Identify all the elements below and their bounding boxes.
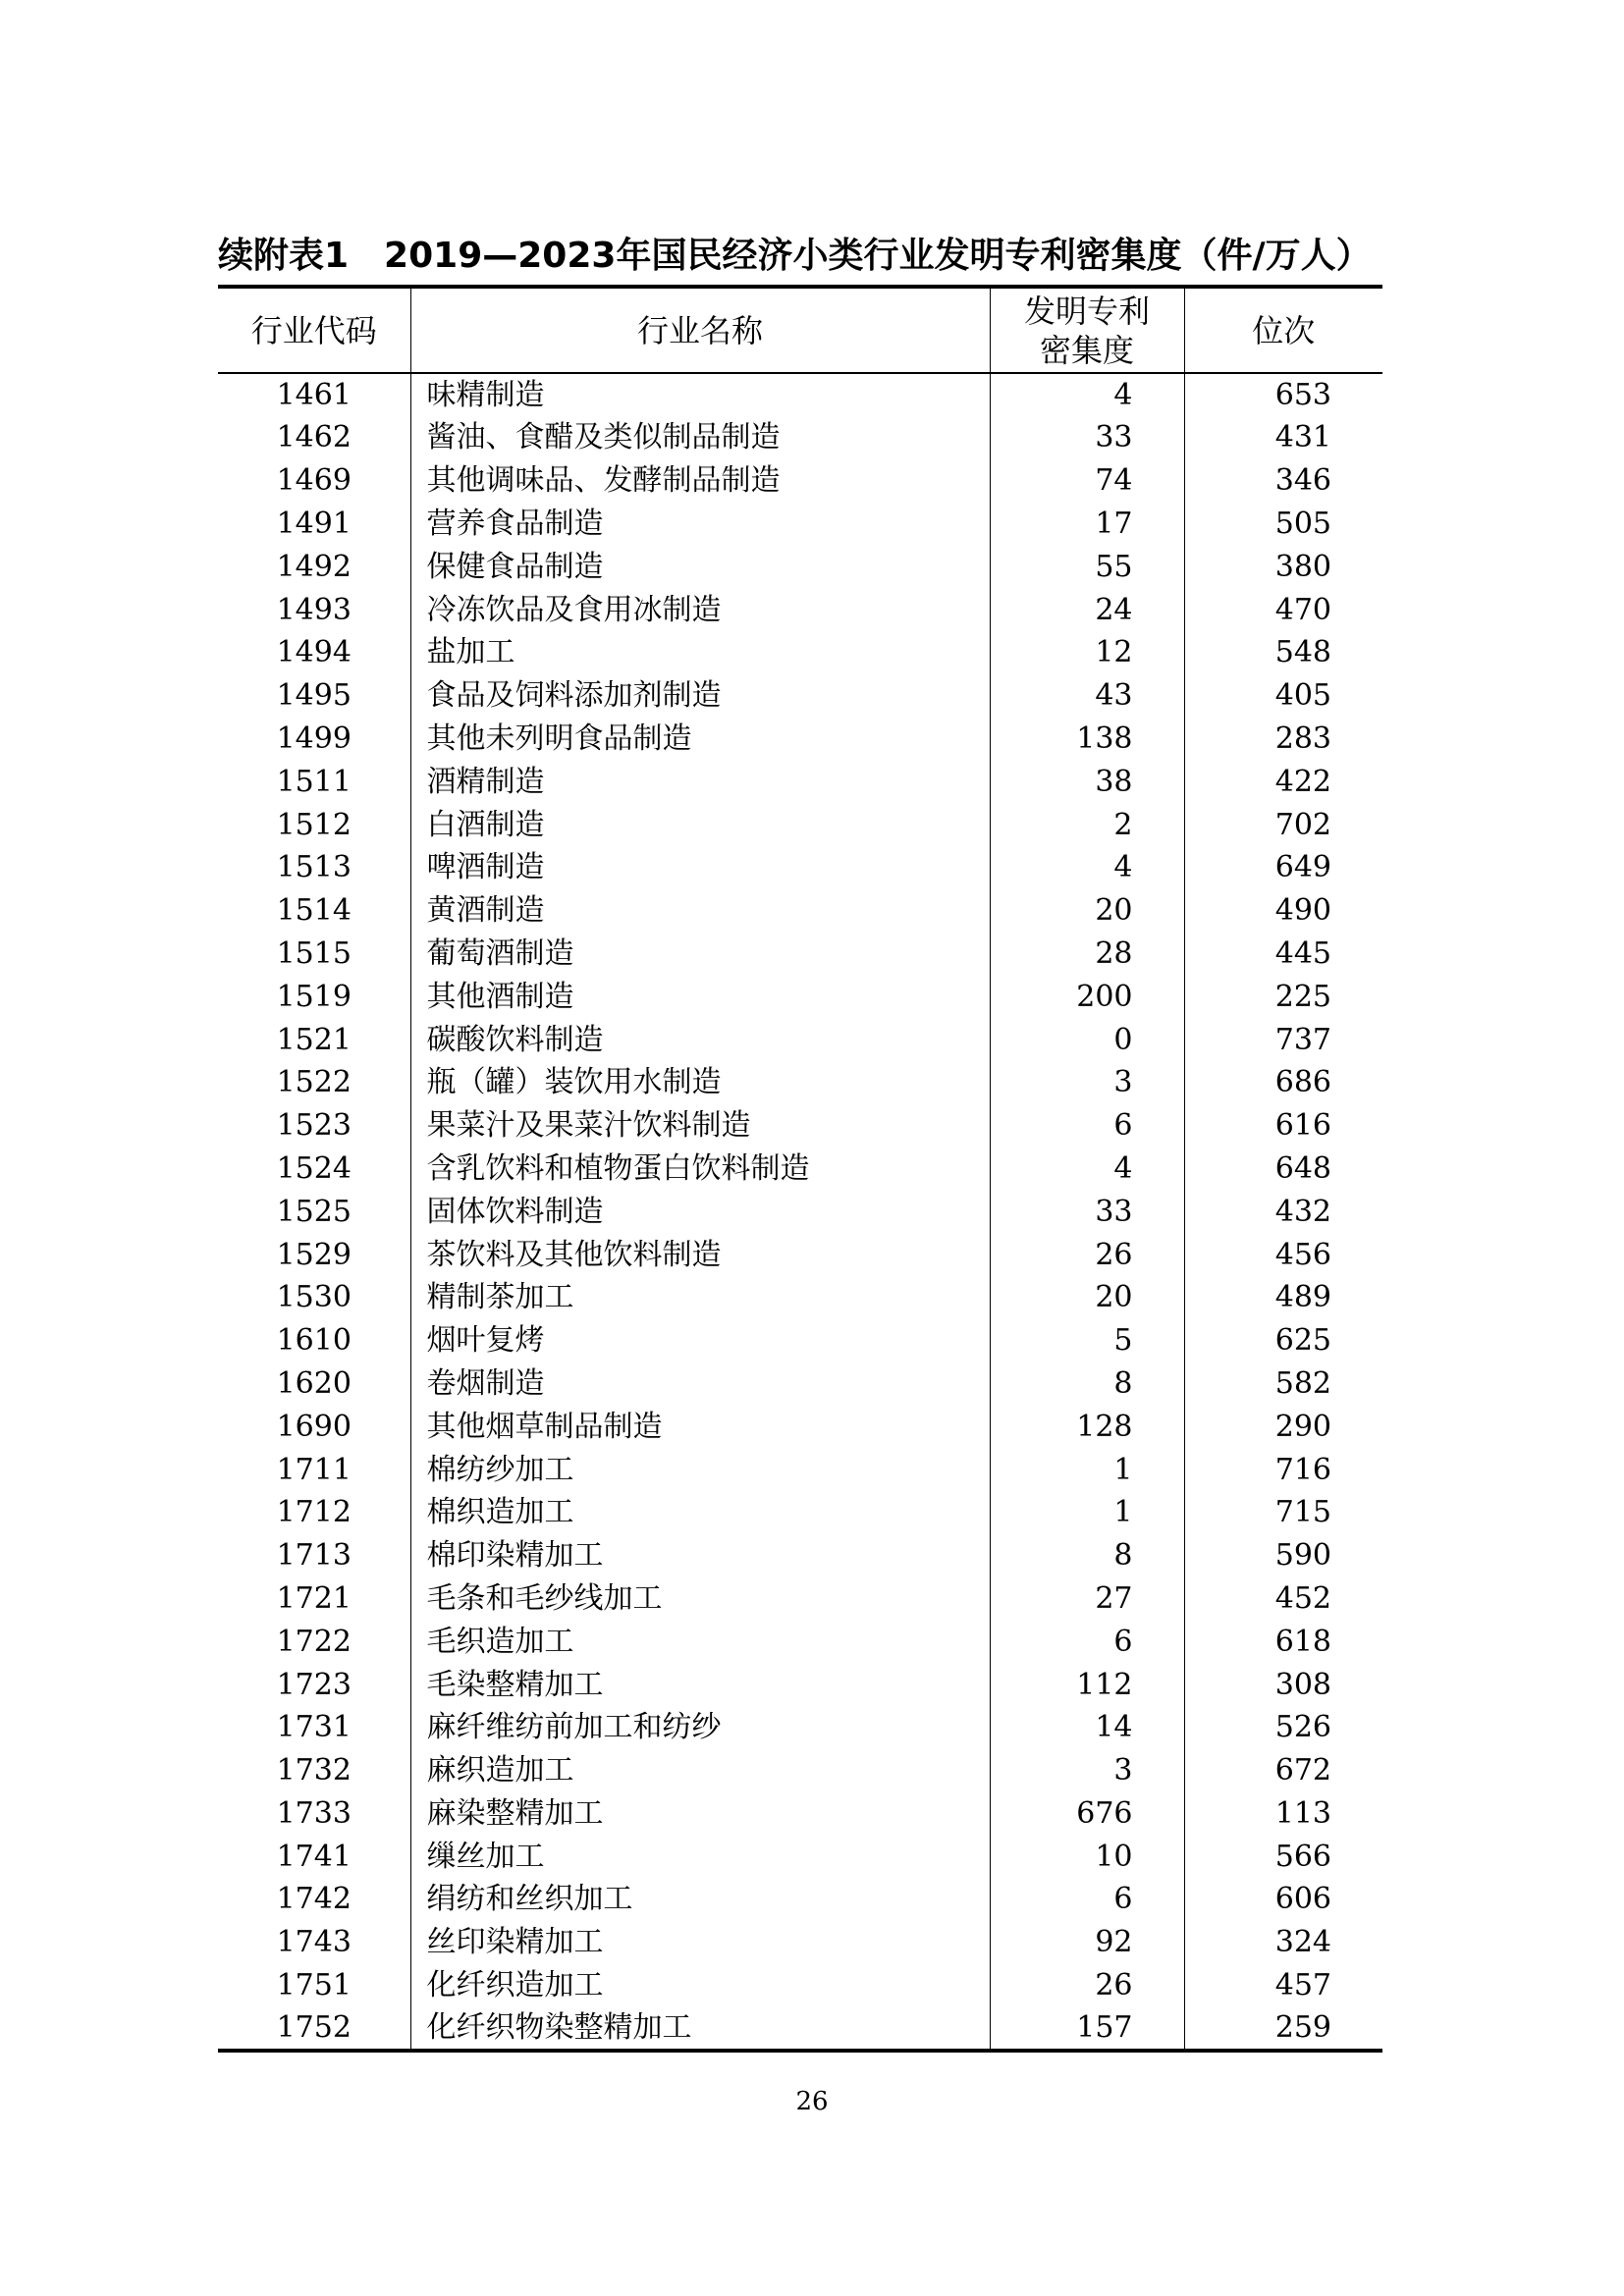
industry-name-cell: 毛织造加工 [410, 1620, 990, 1663]
rank-cell: 625 [1184, 1319, 1382, 1362]
density-cell: 4 [990, 373, 1184, 416]
rank-cell: 452 [1184, 1577, 1382, 1621]
industry-name-cell: 麻纤维纺前加工和纺纱 [410, 1706, 990, 1749]
table-row [218, 1964, 1382, 2007]
industry-name-cell: 棉印染精加工 [410, 1534, 990, 1577]
industry-code-cell: 1525 [276, 1194, 352, 1229]
table-row [218, 718, 1382, 761]
industry-name-cell: 棉纺纱加工 [410, 1448, 990, 1491]
industry-name-cell: 啤酒制造 [410, 846, 990, 889]
industry-code-cell: 1521 [276, 1022, 352, 1057]
rank-cell: 526 [1184, 1706, 1382, 1749]
industry-name-cell: 棉织造加工 [410, 1491, 990, 1534]
industry-name-cell: 其他调味品、发酵制品制造 [410, 459, 990, 503]
table-row [218, 1663, 1382, 1706]
table-title: 续附表1 2019—2023年国民经济小类行业发明专利密集度（件/万人） [218, 236, 1372, 276]
industry-code-cell: 1722 [276, 1624, 352, 1659]
industry-code-cell: 1742 [276, 1882, 352, 1917]
density-cell: 6 [990, 1620, 1184, 1663]
industry-name-cell: 冷冻饮品及食用冰制造 [410, 588, 990, 631]
table-row [218, 1792, 1382, 1836]
density-cell: 24 [990, 588, 1184, 631]
table-header [218, 287, 1382, 373]
industry-name-cell: 果菜汁及果菜汁饮料制造 [410, 1104, 990, 1148]
table-row [218, 1706, 1382, 1749]
table-row [218, 1448, 1382, 1491]
rank-cell: 489 [1184, 1276, 1382, 1319]
density-cell: 8 [990, 1362, 1184, 1406]
rank-cell: 405 [1184, 674, 1382, 718]
rank-cell: 566 [1184, 1835, 1382, 1878]
header-code: 行业代码 [250, 311, 377, 349]
patent-density-table [218, 285, 1382, 2053]
industry-code-cell: 1723 [276, 1667, 352, 1702]
table-row [218, 1319, 1382, 1362]
table-row [218, 1491, 1382, 1534]
industry-code-cell: 1731 [276, 1710, 352, 1745]
industry-code-cell: 1494 [276, 635, 352, 670]
industry-code-cell: 1751 [276, 1968, 352, 2003]
table-row [218, 933, 1382, 976]
rank-cell: 457 [1184, 1964, 1382, 2007]
industry-code-cell: 1469 [276, 463, 352, 499]
density-cell: 1 [990, 1448, 1184, 1491]
rank-cell: 431 [1184, 416, 1382, 459]
industry-name-cell: 丝印染精加工 [410, 1921, 990, 1964]
density-cell: 92 [990, 1921, 1184, 1964]
density-cell: 14 [990, 1706, 1184, 1749]
density-cell: 10 [990, 1835, 1184, 1878]
industry-code-cell: 1461 [276, 378, 352, 412]
table-row [218, 760, 1382, 803]
industry-name-cell: 精制茶加工 [410, 1276, 990, 1319]
industry-code-cell: 1491 [276, 506, 352, 541]
industry-name-cell: 绢纺和丝织加工 [410, 1878, 990, 1921]
header-density: 发明专利 密集度 [990, 287, 1184, 373]
rank-cell: 308 [1184, 1663, 1382, 1706]
industry-code-cell: 1512 [276, 807, 352, 842]
industry-code-cell: 1495 [276, 678, 352, 714]
industry-code-cell: 1511 [276, 764, 352, 799]
density-cell: 20 [990, 889, 1184, 933]
rank-cell: 653 [1184, 373, 1382, 416]
industry-code-cell: 1524 [276, 1150, 352, 1186]
rank-cell: 225 [1184, 975, 1382, 1018]
industry-code-cell: 1515 [276, 935, 352, 971]
industry-name-cell: 毛条和毛纱线加工 [410, 1577, 990, 1621]
density-cell: 3 [990, 1061, 1184, 1104]
rank-cell: 715 [1184, 1491, 1382, 1534]
density-cell: 138 [990, 718, 1184, 761]
industry-code-cell: 1514 [276, 893, 352, 929]
density-cell: 26 [990, 1233, 1184, 1276]
table-row [218, 889, 1382, 933]
industry-code-cell: 1499 [276, 721, 352, 756]
rank-cell: 672 [1184, 1749, 1382, 1792]
rank-cell: 582 [1184, 1362, 1382, 1406]
industry-code-cell: 1743 [276, 1925, 352, 1960]
industry-name-cell: 麻染整精加工 [410, 1792, 990, 1836]
industry-name-cell: 其他烟草制品制造 [410, 1405, 990, 1448]
table-row [218, 1749, 1382, 1792]
density-cell: 74 [990, 459, 1184, 503]
industry-code-cell: 1492 [276, 549, 352, 584]
industry-name-cell: 盐加工 [410, 631, 990, 674]
industry-code-cell: 1519 [276, 979, 352, 1014]
table-row [218, 1921, 1382, 1964]
rank-cell: 470 [1184, 588, 1382, 631]
rank-cell: 445 [1184, 933, 1382, 976]
table-row [218, 1190, 1382, 1233]
table-row [218, 416, 1382, 459]
rank-cell: 716 [1184, 1448, 1382, 1491]
industry-name-cell: 化纤织物染整精加工 [410, 2006, 990, 2051]
density-cell: 12 [990, 631, 1184, 674]
table-row [218, 1878, 1382, 1921]
industry-code-cell: 1721 [276, 1580, 352, 1616]
density-cell: 33 [990, 1190, 1184, 1233]
industry-code-cell: 1529 [276, 1237, 352, 1272]
density-cell: 4 [990, 846, 1184, 889]
table-row [218, 803, 1382, 846]
table-row [218, 459, 1382, 503]
rank-cell: 346 [1184, 459, 1382, 503]
table-row [218, 1018, 1382, 1061]
industry-name-cell: 酒精制造 [410, 760, 990, 803]
industry-code-cell: 1713 [276, 1538, 352, 1574]
table-row [218, 631, 1382, 674]
header-rank: 位次 [1184, 287, 1382, 373]
density-cell: 38 [990, 760, 1184, 803]
density-cell: 112 [990, 1663, 1184, 1706]
rank-cell: 606 [1184, 1878, 1382, 1921]
table-body [218, 373, 1382, 2051]
density-cell: 27 [990, 1577, 1184, 1621]
rank-cell: 290 [1184, 1405, 1382, 1448]
industry-code-cell: 1732 [276, 1753, 352, 1789]
rank-cell: 616 [1184, 1104, 1382, 1148]
table-row [218, 1405, 1382, 1448]
table-row [218, 373, 1382, 416]
industry-code-cell: 1752 [276, 2010, 352, 2046]
rank-cell: 648 [1184, 1148, 1382, 1191]
industry-name-cell: 黄酒制造 [410, 889, 990, 933]
industry-code-cell: 1733 [276, 1795, 352, 1831]
industry-code-cell: 1690 [276, 1409, 352, 1444]
rank-cell: 686 [1184, 1061, 1382, 1104]
density-cell: 200 [990, 975, 1184, 1018]
density-cell: 0 [990, 1018, 1184, 1061]
industry-name-cell: 固体饮料制造 [410, 1190, 990, 1233]
rank-cell: 505 [1184, 503, 1382, 546]
rank-cell: 548 [1184, 631, 1382, 674]
industry-code-cell: 1523 [276, 1108, 352, 1144]
industry-code-cell: 1522 [276, 1065, 352, 1100]
table-row [218, 674, 1382, 718]
density-cell: 5 [990, 1319, 1184, 1362]
table-row [218, 846, 1382, 889]
density-cell: 28 [990, 933, 1184, 976]
table-row [218, 1577, 1382, 1621]
industry-name-cell: 缫丝加工 [410, 1835, 990, 1878]
density-cell: 157 [990, 2006, 1184, 2051]
industry-name-cell: 其他酒制造 [410, 975, 990, 1018]
density-cell: 17 [990, 503, 1184, 546]
industry-name-cell: 食品及饲料添加剂制造 [410, 674, 990, 718]
density-cell: 6 [990, 1878, 1184, 1921]
rank-cell: 324 [1184, 1921, 1382, 1964]
density-cell: 33 [990, 416, 1184, 459]
density-cell: 4 [990, 1148, 1184, 1191]
industry-code-cell: 1513 [276, 850, 352, 885]
density-cell: 43 [990, 674, 1184, 718]
industry-name-cell: 麻织造加工 [410, 1749, 990, 1792]
table-row [218, 975, 1382, 1018]
industry-name-cell: 含乳饮料和植物蛋白饮料制造 [410, 1148, 990, 1191]
industry-code-cell: 1462 [276, 420, 352, 455]
industry-name-cell: 营养食品制造 [410, 503, 990, 546]
industry-name-cell: 碳酸饮料制造 [410, 1018, 990, 1061]
density-cell: 2 [990, 803, 1184, 846]
density-cell: 8 [990, 1534, 1184, 1577]
industry-name-cell: 茶饮料及其他饮料制造 [410, 1233, 990, 1276]
rank-cell: 702 [1184, 803, 1382, 846]
industry-code-cell: 1711 [276, 1452, 352, 1487]
table-row [218, 1148, 1382, 1191]
rank-cell: 456 [1184, 1233, 1382, 1276]
density-cell: 20 [990, 1276, 1184, 1319]
industry-code-cell: 1493 [276, 592, 352, 627]
industry-code-cell: 1530 [276, 1280, 352, 1315]
rank-cell: 590 [1184, 1534, 1382, 1577]
rank-cell: 283 [1184, 718, 1382, 761]
table-row [218, 1276, 1382, 1319]
industry-name-cell: 酱油、食醋及类似制品制造 [410, 416, 990, 459]
rank-cell: 259 [1184, 2006, 1382, 2051]
rank-cell: 649 [1184, 846, 1382, 889]
rank-cell: 432 [1184, 1190, 1382, 1233]
industry-name-cell: 味精制造 [410, 373, 990, 416]
table-row [218, 2006, 1382, 2051]
table-row [218, 545, 1382, 588]
density-cell: 128 [990, 1405, 1184, 1448]
industry-name-cell: 葡萄酒制造 [410, 933, 990, 976]
density-cell: 1 [990, 1491, 1184, 1534]
industry-code-cell: 1712 [276, 1495, 352, 1530]
table-row [218, 1362, 1382, 1406]
table-row [218, 1061, 1382, 1104]
rank-cell: 737 [1184, 1018, 1382, 1061]
table-row [218, 1233, 1382, 1276]
industry-code-cell: 1741 [276, 1839, 352, 1874]
density-cell: 55 [990, 545, 1184, 588]
table-row [218, 1104, 1382, 1148]
rank-cell: 113 [1184, 1792, 1382, 1836]
density-cell: 3 [990, 1749, 1184, 1792]
industry-name-cell: 其他未列明食品制造 [410, 718, 990, 761]
industry-name-cell: 烟叶复烤 [410, 1319, 990, 1362]
industry-name-cell: 卷烟制造 [410, 1362, 990, 1406]
rank-cell: 618 [1184, 1620, 1382, 1663]
table-row [218, 503, 1382, 546]
table-row [218, 1620, 1382, 1663]
rank-cell: 422 [1184, 760, 1382, 803]
table-row [218, 1534, 1382, 1577]
industry-name-cell: 白酒制造 [410, 803, 990, 846]
rank-cell: 490 [1184, 889, 1382, 933]
industry-code-cell: 1610 [276, 1323, 352, 1359]
industry-name-cell: 保健食品制造 [410, 545, 990, 588]
rank-cell: 380 [1184, 545, 1382, 588]
table-row [218, 588, 1382, 631]
header-name: 行业名称 [410, 287, 990, 373]
industry-code-cell: 1620 [276, 1365, 352, 1401]
density-cell: 6 [990, 1104, 1184, 1148]
table-row [218, 1835, 1382, 1878]
density-cell: 676 [990, 1792, 1184, 1836]
industry-name-cell: 毛染整精加工 [410, 1663, 990, 1706]
page-number: 26 [795, 2087, 829, 2116]
density-cell: 26 [990, 1964, 1184, 2007]
industry-name-cell: 瓶（罐）装饮用水制造 [410, 1061, 990, 1104]
industry-name-cell: 化纤织造加工 [410, 1964, 990, 2007]
